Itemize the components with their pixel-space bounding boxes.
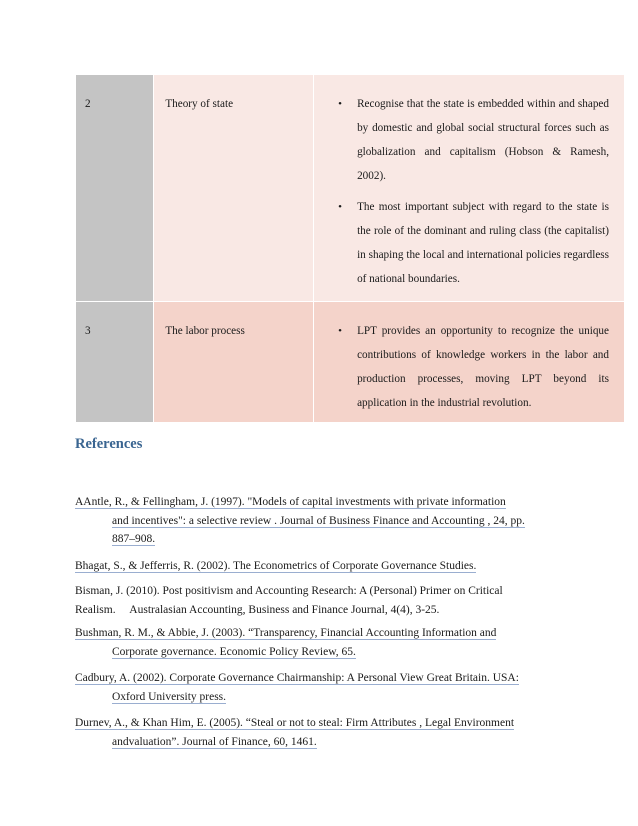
reference-entry[interactable]: Durnev, A., & Khan Him, E. (2005). “Steal or not to steal: Firm Attributes , Legal Environment andvaluation”. Journal of Finance, 60, 1461. xyxy=(75,717,515,748)
bullet-list xyxy=(314,302,624,415)
bullet-icon: • xyxy=(338,98,342,110)
references-list xyxy=(75,493,575,753)
references-heading: References xyxy=(75,436,143,452)
bullet-item: • LPT provides an opportunity to recognize the unique contributions of knowledge workers in the labor and production processes, moving LPT beyond its application in the industrial revolution. xyxy=(338,319,609,415)
table-row xyxy=(76,75,625,302)
reference-entry[interactable]: Cadbury, A. (2002). Corporate Governance Chairmanship: A Personal View Great Britain. USA: Oxford University press. xyxy=(75,672,519,703)
reference-entry[interactable]: Bushman, R. M., & Abbie, J. (2003). “Transparency, Financial Accounting Information and Corporate governance. Economic Policy Review, 65. xyxy=(75,627,497,658)
row-number: 2 xyxy=(85,98,91,110)
bullet-icon: • xyxy=(338,201,342,213)
row-number: 3 xyxy=(85,325,91,337)
bullet-list xyxy=(314,75,624,291)
reference-entry[interactable]: AAntle, R., & Fellingham, J. (1997). "Models of capital investments with private information and incentives": a selective review . Journal of Business Finance and Accounting , 24, pp. 887–908. xyxy=(75,496,525,545)
row-topic: The labor process xyxy=(165,325,245,337)
theory-table xyxy=(75,74,625,423)
bullet-item: • Recognise that the state is embedded within and shaped by domestic and global social structural forces such as globalization and capitalism (Hobson & Ramesh, 2002). xyxy=(338,92,609,188)
row-topic: Theory of state xyxy=(165,98,234,110)
reference-entry[interactable]: Bhagat, S., & Jefferris, R. (2002). The Econometrics of Corporate Governance Studies. xyxy=(75,559,477,572)
bullet-icon: • xyxy=(338,325,342,337)
bullet-item: • The most important subject with regard to the state is the role of the dominant and ruling class (the capitalist) in shaping the local and international policies regardless of national boundaries. xyxy=(338,195,609,291)
reference-entry: Bisman, J. (2010). Post positivism and Accounting Research: A (Personal) Primer on Critical Realism. Australasian Accounting, Business and Finance Journal, 4(4), 3-25. xyxy=(75,585,503,616)
table-row xyxy=(76,302,625,423)
